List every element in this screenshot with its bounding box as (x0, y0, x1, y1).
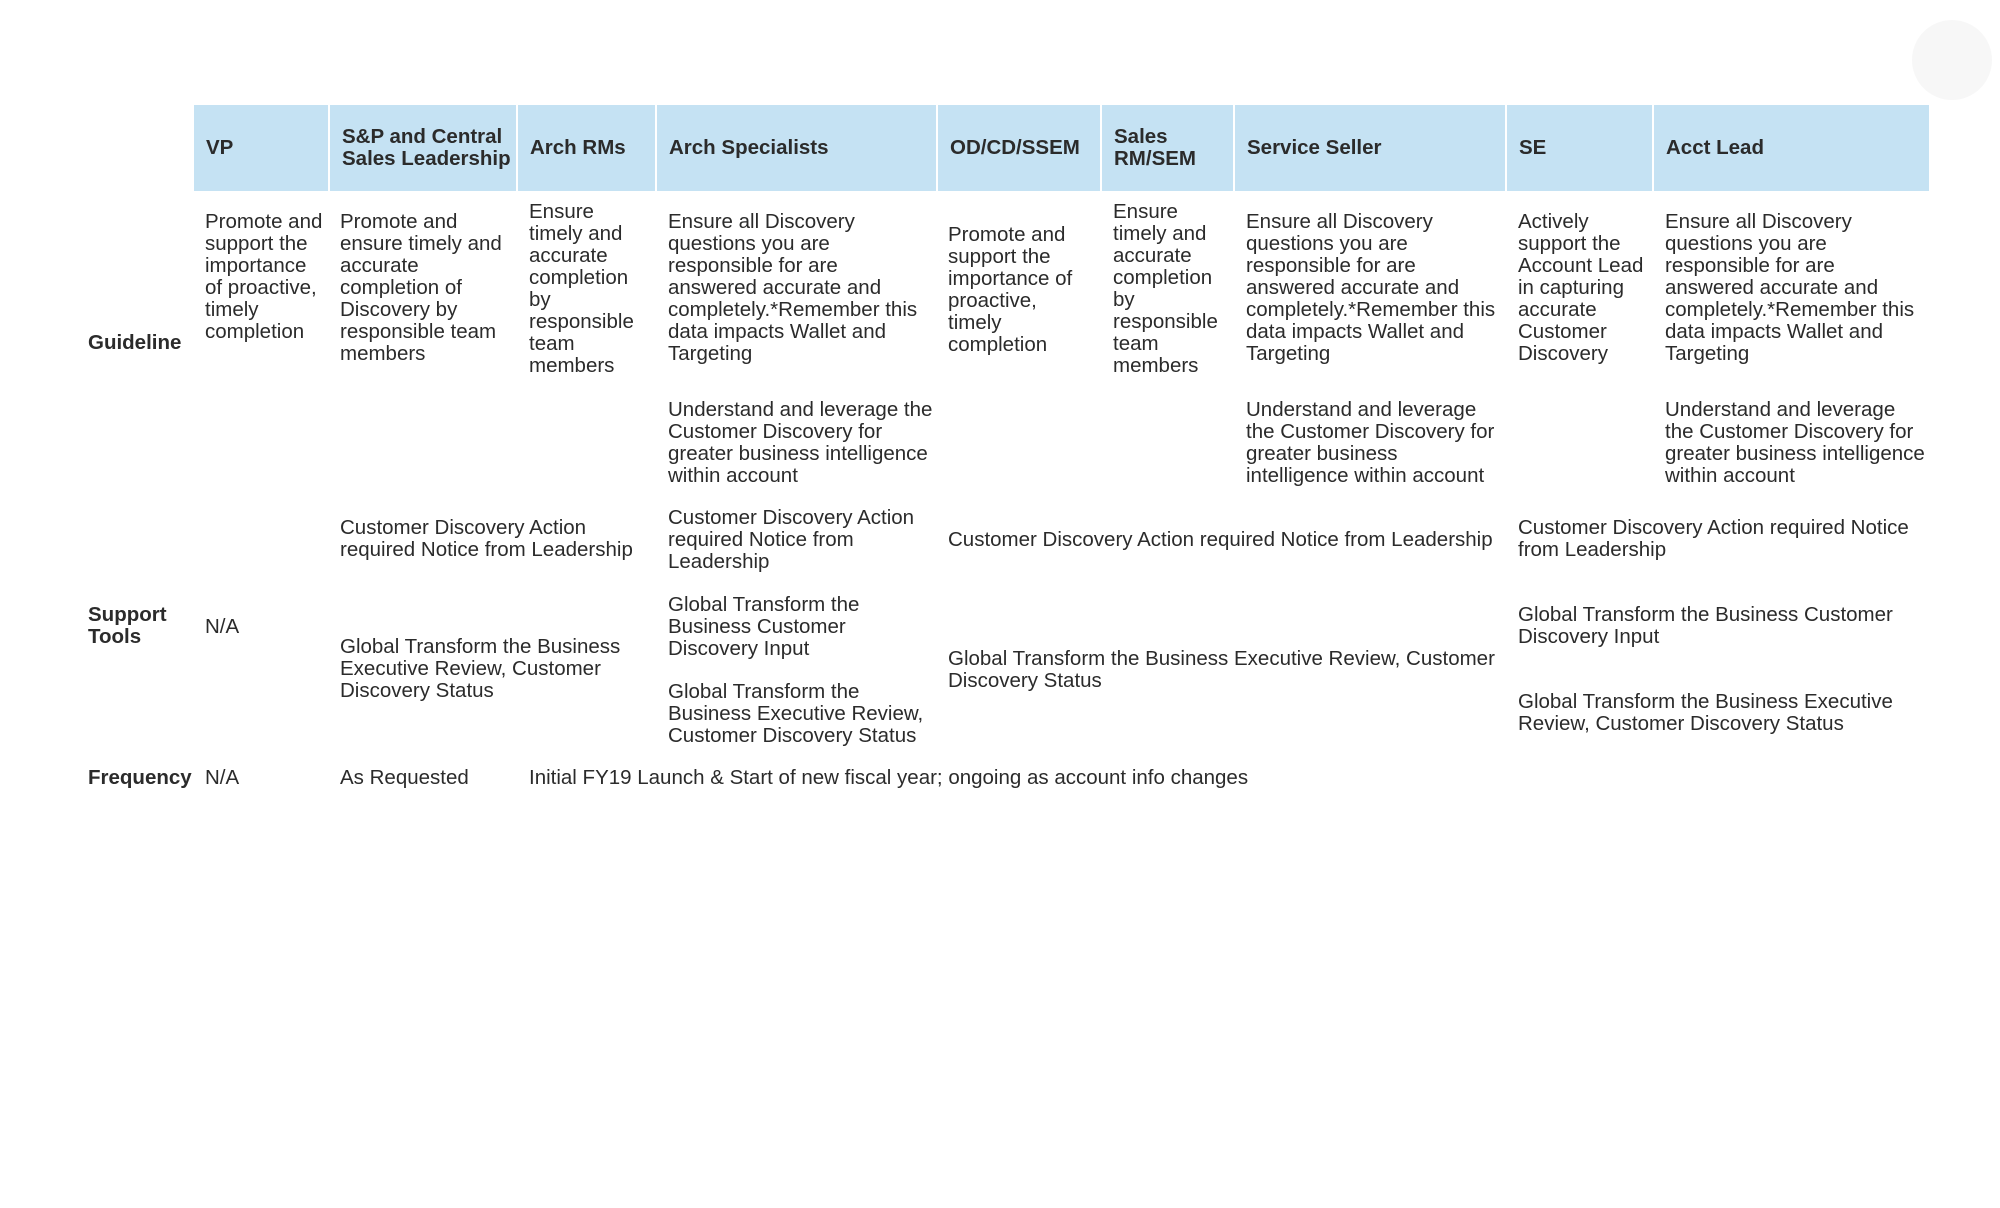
header-label: Arch Specialists (669, 136, 829, 159)
frequency-sp: As Requested (340, 766, 469, 789)
support-od-review: Global Transform the Business Executive Review, Customer Discovery Status (948, 647, 1495, 692)
support-arch-spec-notice: Customer Discovery Action required Notice from Leadership (668, 506, 915, 573)
guideline-sp-leadership: Promote and ensure timely and accurate completion of Discovery by responsible team members (340, 210, 502, 365)
support-arch-spec-review: Global Transform the Business Executive Review, Customer Discovery Status (668, 680, 924, 747)
header-label: OD/CD/SSEM (950, 136, 1080, 159)
header-se (1507, 105, 1652, 191)
row-label-frequency: Frequency (88, 766, 192, 789)
guideline-acct-lead: Ensure all Discovery questions you are responsible for are answered accurate and completely.*Remember this data impacts Wallet and Targeting (1665, 210, 1915, 365)
header-label: Acct Lead (1666, 136, 1764, 159)
frequency-vp: N/A (205, 766, 240, 789)
guideline-vp: Promote and support the importance of proactive, timely completion (205, 210, 323, 343)
guideline-sales-rm-sem: Ensure timely and accurate completion by responsible team members (1113, 200, 1218, 377)
support-vp: N/A (205, 615, 240, 638)
header-arch-rms (518, 105, 655, 191)
guideline-acct-lead-2: Understand and leverage the Customer Discovery for greater business intelligence within account (1665, 398, 1925, 487)
header-sp-leadership (330, 105, 516, 191)
header-od-cd-ssem (938, 105, 1100, 191)
support-sp-notice: Customer Discovery Action required Notice from Leadership (340, 516, 633, 561)
header-vp (194, 105, 328, 191)
header-label: SE (1519, 136, 1547, 159)
support-se-input: Global Transform the Business Customer Discovery Input (1518, 603, 1893, 648)
row-label-support-tools: Support Tools (88, 603, 167, 648)
support-od-notice: Customer Discovery Action required Notice from Leadership (948, 528, 1493, 551)
header-service-seller (1235, 105, 1505, 191)
guideline-se: Actively support the Account Lead in capturing accurate Customer Discovery (1518, 210, 1644, 365)
header-label: S&P and Central Sales Leadership (342, 125, 511, 170)
header-arch-specialists (657, 105, 936, 191)
header-label: Sales RM/SEM (1114, 125, 1196, 170)
support-arch-spec-input: Global Transform the Business Customer Discovery Input (668, 593, 860, 660)
support-sp-review: Global Transform the Business Executive Review, Customer Discovery Status (340, 635, 621, 702)
header-label: Arch RMs (530, 136, 626, 159)
guideline-arch-specialists: Ensure all Discovery questions you are responsible for are answered accurate and completely.*Remember this data impacts Wallet and Targeting (668, 210, 918, 365)
header-label: Service Seller (1247, 136, 1382, 159)
support-se-review: Global Transform the Business Executive Review, Customer Discovery Status (1518, 690, 1893, 735)
support-se-notice: Customer Discovery Action required Notice from Leadership (1518, 516, 1909, 561)
guideline-service-seller-2: Understand and leverage the Customer Discovery for greater business intelligence within account (1246, 398, 1495, 487)
guideline-arch-rms: Ensure timely and accurate completion by responsible team members (529, 200, 634, 377)
header-sales-rm-sem (1102, 105, 1233, 191)
header-label: VP (206, 136, 234, 159)
guideline-service-seller: Ensure all Discovery questions you are responsible for are answered accurate and completely.*Remember this data impacts Wallet and Targeting (1246, 210, 1496, 365)
row-label-guideline: Guideline (88, 331, 182, 354)
frequency-rest: Initial FY19 Launch & Start of new fiscal year; ongoing as account info changes (529, 766, 1249, 789)
header-acct-lead (1654, 105, 1929, 191)
guideline-arch-specialists-2: Understand and leverage the Customer Discovery for greater business intelligence within account (668, 398, 933, 487)
guideline-od-cd-ssem: Promote and support the importance of proactive, timely completion (948, 223, 1073, 356)
corner-decoration (1912, 20, 1992, 100)
